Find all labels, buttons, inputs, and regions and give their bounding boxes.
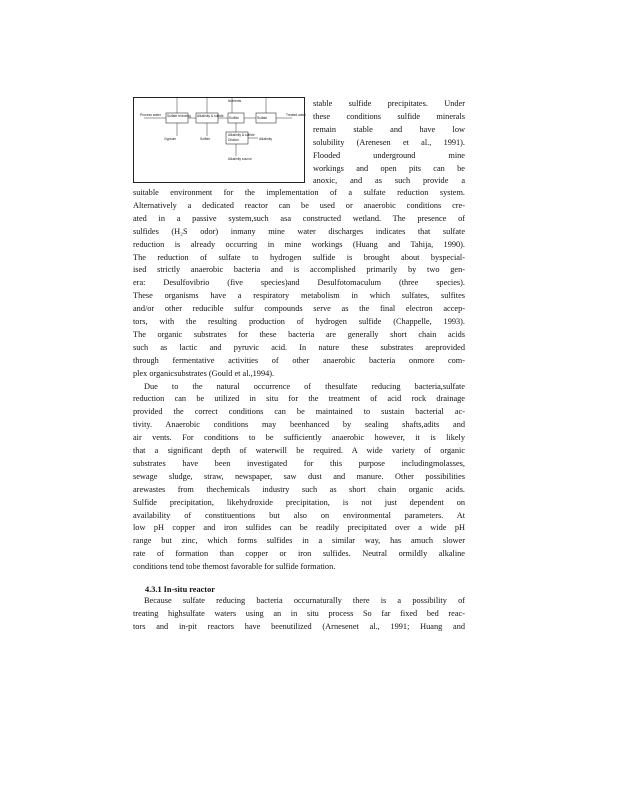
text-line: sulfides (H₂S odor) inmany mine water discharges indicates that sulfate — [133, 226, 465, 236]
text-line: conditions tend tobe themost favorable for sulfide formation. — [133, 562, 336, 572]
text-line: ated in a passive system,such asa constructed wetland. The presence of — [133, 213, 465, 223]
text-line: tivity. Anaerobic conditions may beenhanced by sealing shafts,adits and — [133, 420, 465, 430]
text-line: treating highsulfate waters using an in situ process So far fixed bed reac- — [133, 608, 465, 618]
text-line: through fermentative activities of other anaerobic bacteria onmore com- — [133, 355, 465, 365]
figure-box-label: Dilution — [228, 138, 239, 142]
text-line: Alternatively a dedicated reactor can be used or anaerobic conditions cre- — [133, 200, 465, 210]
figure-label: Gypsum — [164, 137, 177, 141]
section-heading: 4.3.1 In-situ reactor — [145, 585, 215, 594]
text-line: rate of formation than copper or iron sulfides. Neutral ormildly alkaline — [133, 549, 465, 559]
text-line: provided the correct conditions can be maintained to sustain bacterial ac- — [133, 407, 465, 417]
text-line: sewage sludge, straw, newspaper, saw dust and manure. Other possibilities — [133, 471, 465, 481]
figure-box-label: Alkalinity & sulfide — [197, 114, 224, 118]
text-line: Flooded underground mine — [313, 150, 465, 160]
text-line: ised strictly anaerobic bacteria and is accomplished primarily by two gen- — [133, 265, 465, 275]
text-line: remain stable and have low — [313, 124, 465, 134]
text-line: Sulfide precipitation, likehydroxide precipitation, is not just dependent on — [133, 497, 465, 507]
text-line: arewastes from thechemicals industry such as short chain organic acids. — [133, 484, 465, 494]
text-line: stable sulfide precipitates. Under — [313, 99, 465, 108]
figure-label: Sulfide — [200, 137, 211, 141]
figure-label: Alkalinity source — [228, 157, 252, 161]
text-line: reduction is already occurring in mine workings (Huang and Tahija, 1990). — [133, 239, 465, 249]
text-line: Because sulfate reducing bacteria occurnaturally there is a possibility of — [144, 596, 465, 605]
text-line: anoxic, and as such provide a — [313, 176, 465, 186]
text-line: The organic substrates for these bacteria are generally short chain acids — [133, 329, 465, 339]
text-line: reduction can be utilized in situ for the treatment of acid rock drainage — [133, 394, 465, 404]
text-line: plex organicsubstrates (Gould et al.,1994). — [133, 368, 275, 378]
text-line: The reduction of sulfate to hydrogen sulfide is brought about byspecial- — [133, 252, 465, 262]
text-line: suitable environment for the implementation of a sulfate reduction system. — [133, 188, 465, 197]
text-line: era: Desulfovibrio (five species)and Desulfotomaculum (three species). — [133, 278, 465, 288]
text-line: that a significant depth of waterwill be required. A wide variety of organic — [133, 446, 465, 455]
text-line: and/or other reducible sulfur compounds serve as the final electron accep- — [133, 304, 465, 314]
text-line: low pH copper and iron sulfides can be readily precipitated over a wide pH — [133, 523, 465, 533]
text-line: These organisms have a respiratory metabolism in which sulfates, sulfites — [133, 291, 465, 301]
figure-box-label: Sulfate reducing — [167, 114, 191, 118]
process-flow-figure — [133, 97, 305, 183]
text-line: these conditions sulfide minerals — [313, 111, 465, 121]
text-line: availability of constituentions but also on environmental parameters. At — [133, 510, 465, 520]
figure-box-label: Sulfate — [257, 116, 268, 120]
text-line: tors and in-pit reactors have beenutilized (Arnesenet al., 1991; Huang and — [133, 621, 465, 631]
text-line: Due to the natural occurrence of thesulfate reducing bacteria,sulfate — [144, 381, 465, 391]
text-line: range but zinc, which forms sulfides in a similar way, has amuch slower — [133, 536, 465, 546]
text-line: solubility (Arenesen et al., 1991). — [313, 137, 465, 147]
text-line: workings and open pits can be — [313, 163, 465, 173]
text-line: tors, with the resulting production of hydrogen sulfide (Chappelle, 1993). — [133, 317, 465, 326]
figure-box-label: Alkalinity & sulfide — [228, 133, 255, 137]
text-line: such as lactic and pyruvic acid. In nature these substrates areprovided — [133, 342, 465, 352]
text-line: air vents. For conditions to be sufficiently anaerobic however, it is likely — [133, 433, 465, 443]
figure-label: Alkalinity — [259, 137, 273, 141]
text-line: substrates have been investigated for this purpose includingmolasses, — [133, 458, 465, 468]
figure-label: Process water — [140, 113, 161, 117]
figure-label: Treated water — [286, 113, 306, 117]
figure-box-label: Sulfide — [229, 116, 240, 120]
flow-diagram — [134, 98, 306, 184]
figure-label: Nutrients — [228, 99, 242, 103]
